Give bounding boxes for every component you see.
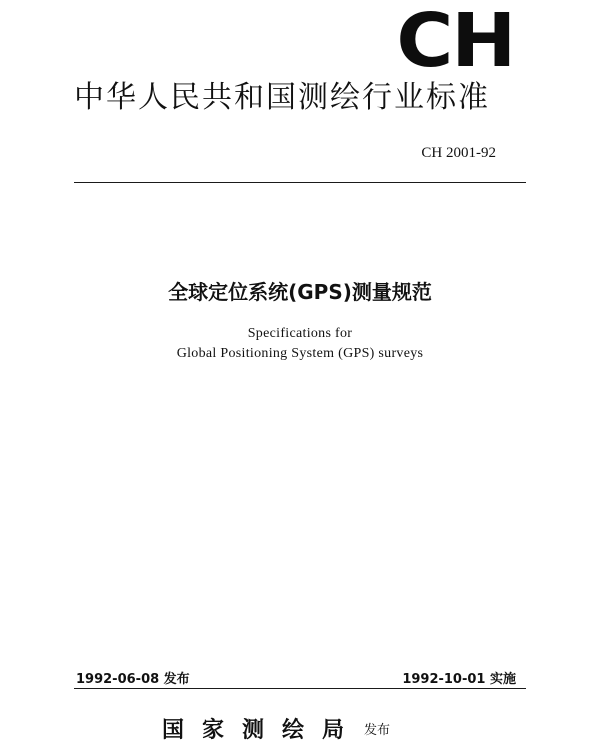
bottom-divider [74,688,526,689]
publisher-name: 国家测绘局 [162,718,363,743]
english-title-line2: Global Positioning System (GPS) surveys [176,346,424,361]
top-divider [74,182,526,183]
org-title: 中华人民共和国测绘行业标准 [74,80,490,115]
ch-logo: CH [396,0,514,84]
issue-date: 1992-06-08 发布 [76,672,190,687]
implementation-date: 1992-10-01 实施 [402,672,516,687]
english-title-line1: Specifications for [247,326,353,341]
chinese-title: 全球定位系统(GPS)测量规范 [168,280,432,304]
standard-code: CH 2001-92 [421,145,496,161]
publisher [162,713,390,744]
publisher-suffix: 发布 [364,723,391,738]
